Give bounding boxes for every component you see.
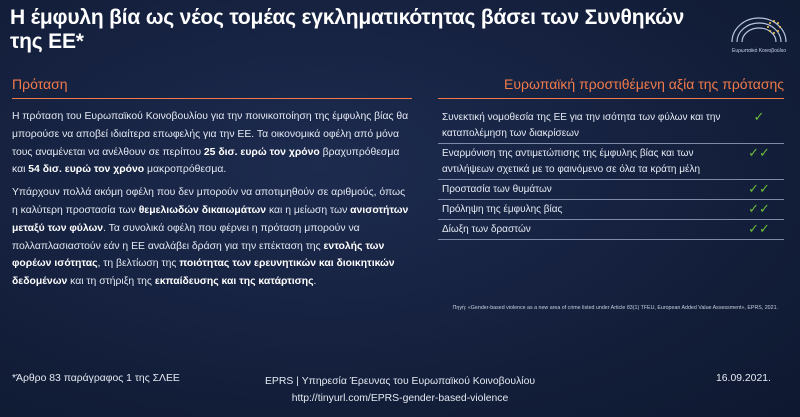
highlight-data-quality: ποιότητας των ερευνητικών και διοικητικών δεδομένων [12,258,395,288]
text-segment: βραχυπρόθεσμα και [12,146,400,176]
text-segment: και η μείωση των [266,204,351,216]
text-segment: και τη στήριξη της [67,276,155,288]
publication-date: 16.09.2021. [716,373,771,384]
added-value-heading: Ευρωπαϊκή προστιθέμενη αξία της πρότασης [438,76,784,99]
text-segment: Η πρόταση του Ευρωπαϊκού Κοινοβουλίου για την ποινικοποίηση της έμφυλης βίας θα μπορούσε να αποβεί ιδιαίτερα επωφελής για την ΕΕ. Τα οικονομικά οφέλη από μόνα τους αναμένεται να ανέλθουν σε περίπου [12,111,409,158]
footer-credit [250,373,550,407]
text-segment: , τη βελτίωση της [97,258,180,270]
highlight-short-term-benefit: 25 δισ. ευρώ τον χρόνο [203,146,320,158]
added-value-table [438,108,784,240]
highlight-education-training: εκπαίδευσης και της κατάρτισης [154,276,314,288]
table-row [438,108,784,144]
check-mark-icon: ✓✓ [748,181,770,196]
proposal-paragraph-1 [12,108,412,179]
highlight-fundamental-rights: θεμελιωδών δικαιωμάτων [138,204,267,216]
logo-caption: Ευρωπαϊκό Κοινοβούλιο [732,48,786,54]
european-parliament-logo [726,12,792,58]
check-mark-icon: ✓✓ [748,145,770,160]
eprs-credit: EPRS | Υπηρεσία Έρευνας του Ευρωπαϊκού Κοινοβουλίου [264,376,536,387]
highlight-long-term-benefit: 54 δισ. ευρώ τον χρόνο [28,164,145,176]
proposal-paragraph-2 [12,184,412,291]
source-link[interactable]: http://tinyurl.com/EPRS-gender-based-violence [291,393,509,404]
footnote: *Άρθρο 83 παράγραφος 1 της ΣΛΕΕ [12,373,180,384]
parliament-emblem-icon [726,12,792,46]
table-row [438,144,784,180]
table-row [438,200,784,220]
page-title: Η έμφυλη βία ως νέος τομέας εγκληματικότητας βάσει των Συνθηκών της ΕΕ* [10,6,685,53]
source-citation: Πηγή: «Gender-based violence as a new area of crime listed under Article 83(1) TFEU, European Added Value Assessment», EPRS, 2021. [452,305,778,311]
text-segment: μακροπρόθεσμα. [144,164,227,176]
proposal-heading: Πρόταση [12,76,412,99]
text-segment: . Τα συνολικά οφέλη που φέρνει η πρόταση μπορούν να πολλαπλασιαστούν εάν η ΕΕ αναλάβει δράση για την επέκταση της [12,222,360,252]
check-mark-icon: ✓✓ [748,221,770,236]
row-label: Εναρμόνιση της αντιμετώπισης της έμφυλης βίας και των αντιλήψεων σχετικά με το φαινόμενο σε όλα τα κράτη μέλη [442,148,701,175]
check-mark-icon: ✓ [753,109,765,124]
check-mark-icon: ✓✓ [748,201,770,216]
text-segment: Υπάρχουν πολλά ακόμη οφέλη που δεν μπορούν να αποτιμηθούν σε αριθμούς, όπως η καλύτερη προστασία των [12,187,406,216]
proposal-body [12,108,412,296]
row-label: Προστασία των θυμάτων [442,184,552,195]
row-label: Δίωξη των δραστών [442,224,531,235]
highlight-gender-inequalities: ανισοτήτων μεταξύ των φύλων [12,204,409,234]
table-row [438,220,784,240]
row-label: Συνεκτική νομοθεσία της ΕΕ για την ισότητα των φύλων και την καταπολέμηση των διακρίσεων [442,112,721,139]
row-label: Πρόληψη της έμφυλης βίας [442,204,563,215]
table-row [438,180,784,200]
text-segment: . [313,276,317,288]
highlight-equality-bodies: εντολής των φορέων ισότητας [12,240,385,270]
